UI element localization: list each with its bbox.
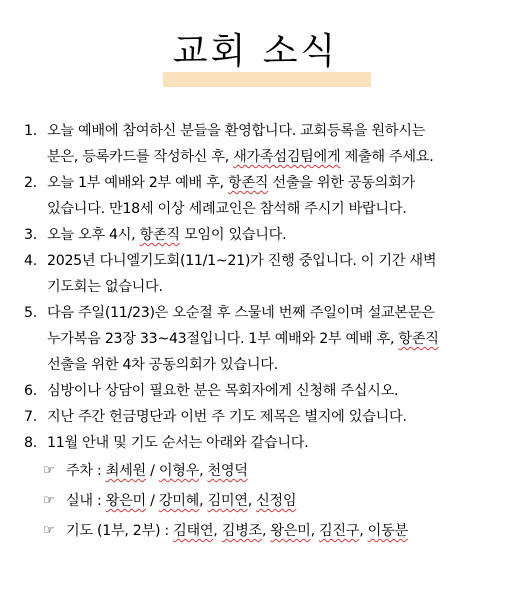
notice-line	[47, 248, 494, 274]
schedule-name: 왕은미	[105, 493, 146, 509]
notice-number: 2.	[24, 175, 37, 191]
schedule-name: ,	[213, 523, 222, 539]
schedule-label: 주차 :	[66, 463, 106, 479]
notice-text: 분은, 등록카드를 작성하신 후,	[47, 149, 234, 165]
notice-number: 1.	[24, 123, 37, 139]
notice-item	[24, 378, 494, 404]
title-area	[0, 22, 511, 92]
schedule-name: 김병조	[221, 523, 262, 539]
notice-text: 기도회는 없습니다.	[47, 279, 163, 295]
notice-text: 항존직	[227, 175, 269, 191]
schedule-name: 강미혜	[158, 493, 200, 509]
notice-text: 선출을 위한 공동의회가	[268, 175, 415, 191]
notice-line	[47, 326, 494, 352]
schedule-row	[24, 456, 494, 486]
notice-number: 4.	[24, 253, 37, 269]
notice-item	[24, 222, 494, 248]
schedule-name: 김미연	[207, 493, 248, 509]
notice-text: 새가족섬김팀에게	[233, 149, 341, 165]
notice-text: 지난 주간 헌금명단과 이번 주 기도 제목은 별지에 있습니다.	[47, 409, 407, 425]
notice-number: 3.	[24, 227, 37, 243]
pointing-hand-icon: ☞	[43, 523, 55, 538]
notice-text: 다음 주일(11/23)은 오순절 후 스물네 번째 주일이며 설교본문은	[47, 305, 435, 321]
notice-text: 있습니다. 만18세 이상 세례교인은 참석해 주시기 바랍니다.	[47, 201, 407, 217]
notice-line	[47, 300, 494, 326]
notice-text: 항존직	[139, 227, 180, 243]
notice-number: 5.	[24, 305, 37, 321]
schedule-name: 최세원	[105, 463, 146, 479]
schedule-name: 김진구	[319, 523, 360, 539]
notice-text: 항존직	[398, 331, 439, 347]
notice-text: 심방이나 상담이 필요한 분은 목회자에게 신청해 주십시오.	[47, 383, 399, 399]
notice-text: 모임이 있습니다.	[179, 227, 287, 243]
schedule-row	[24, 516, 494, 546]
notice-line	[47, 378, 494, 404]
notice-line	[47, 430, 494, 456]
notice-number: 8.	[24, 435, 37, 451]
notice-text: 2025년 다니엘기도회(11/1~21)가 진행 중입니다. 이 기간 새벽	[47, 253, 437, 269]
schedule-name: ,	[261, 523, 271, 539]
notice-line	[47, 404, 494, 430]
notice-text: 오늘 1부 예배와 2부 예배 후,	[47, 175, 228, 191]
notice-item	[24, 170, 494, 222]
notice-text: 제출해 주세요.	[340, 149, 434, 165]
schedule-name: ,	[247, 493, 257, 509]
schedule-name: 신정임	[256, 493, 297, 509]
page-title: 교회 소식	[172, 31, 339, 72]
schedule-name: ,	[199, 493, 208, 509]
schedule-label: 기도 (1부, 2부) :	[66, 523, 174, 539]
notice-line	[47, 118, 494, 144]
schedule-name: ,	[310, 523, 319, 539]
notice-line	[47, 352, 494, 378]
schedule-row	[24, 486, 494, 516]
pointing-hand-icon: ☞	[43, 493, 55, 508]
schedule-name: 천영덕	[207, 463, 248, 479]
notice-line	[47, 170, 494, 196]
notice-text: 11월 안내 및 기도 순서는 아래와 같습니다.	[47, 435, 309, 451]
notice-item	[24, 430, 494, 456]
schedule-name: /	[145, 493, 159, 509]
schedule-name: ,	[359, 523, 368, 539]
notice-text: 오늘 예배에 참여하신 분들을 환영합니다. 교회등록을 원하시는	[47, 123, 426, 139]
schedule-name: 이동분	[367, 523, 408, 539]
notice-number: 6.	[24, 383, 37, 399]
notice-text: 누가복음 23장 33~43절입니다. 1부 예배와 2부 예배 후,	[47, 331, 399, 347]
pointing-hand-icon: ☞	[43, 463, 55, 478]
schedule-label: 실내 :	[66, 493, 106, 509]
notice-list	[24, 118, 494, 546]
notice-line	[47, 222, 494, 248]
notice-text: 오늘 오후 4시,	[47, 227, 140, 243]
notice-item	[24, 118, 494, 170]
notice-item	[24, 248, 494, 300]
schedule-name: ,	[199, 463, 208, 479]
notice-line	[47, 144, 494, 170]
notice-item	[24, 300, 494, 378]
notice-line	[47, 196, 494, 222]
notice-line	[47, 274, 494, 300]
schedule-name: /	[145, 463, 159, 479]
schedule-name: 김태연	[173, 523, 214, 539]
notice-item	[24, 404, 494, 430]
schedule-name: 이형우	[158, 463, 200, 479]
notice-number: 7.	[24, 409, 37, 425]
schedule-name: 왕은미	[270, 523, 311, 539]
notice-text: 선출을 위한 4차 공동의회가 있습니다.	[47, 357, 278, 373]
